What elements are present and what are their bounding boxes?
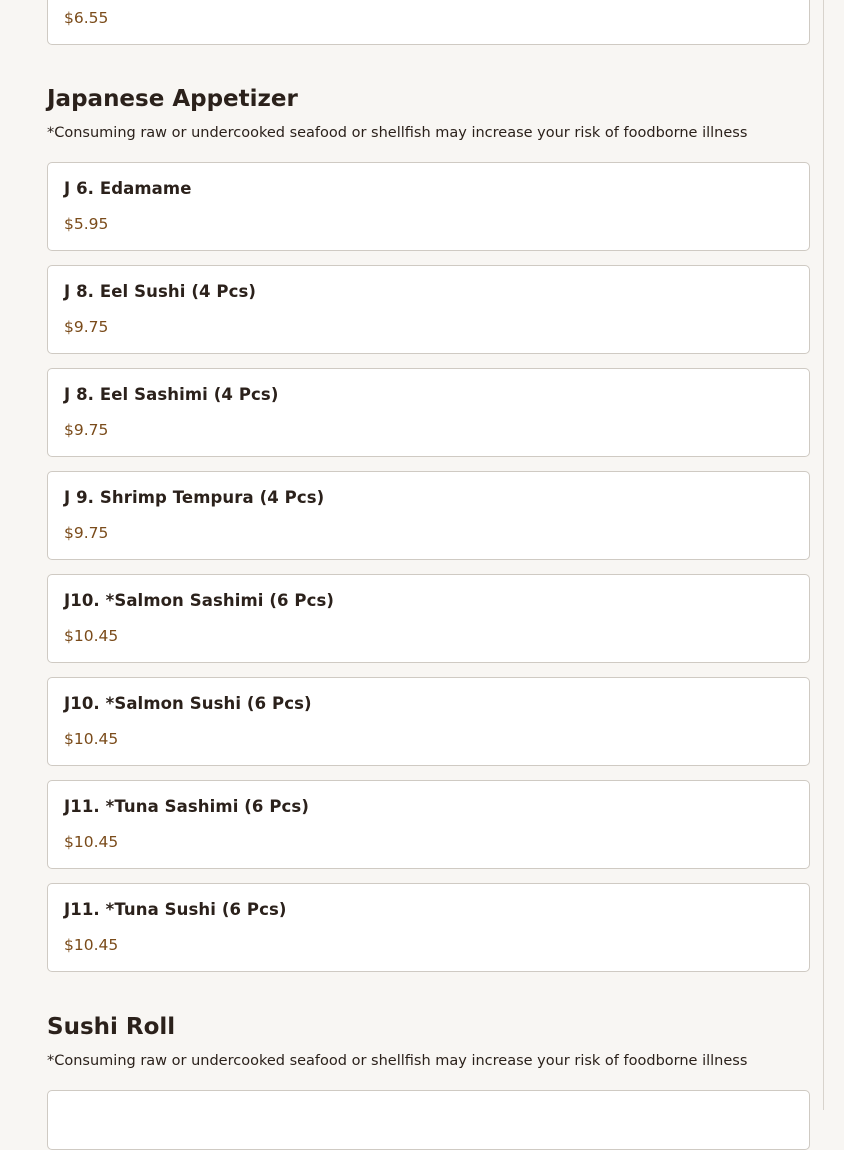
menu-item-card[interactable] — [47, 883, 810, 972]
menu-item-price: $9.75 — [64, 318, 109, 336]
menu-item-card[interactable] — [47, 677, 810, 766]
section-note-japanese-appetizer: *Consuming raw or undercooked seafood or shellfish may increase your risk of foodborne illness — [47, 125, 748, 141]
menu-item-price: $9.75 — [64, 421, 109, 439]
menu-item-price: $10.45 — [64, 627, 119, 645]
menu-item-card[interactable] — [47, 574, 810, 663]
menu-item-price: $5.95 — [64, 215, 109, 233]
menu-item-price: $9.75 — [64, 524, 109, 542]
menu-item-name: J10. *Salmon Sashimi (6 Pcs) — [64, 591, 335, 610]
menu-item-name: J11. *Tuna Sushi (6 Pcs) — [64, 900, 287, 919]
menu-item-card[interactable] — [47, 265, 810, 354]
menu-item-name: J 8. Eel Sashimi (4 Pcs) — [64, 385, 279, 404]
menu-item-price: $6.55 — [64, 9, 109, 27]
section-title-japanese-appetizer: Japanese Appetizer — [47, 86, 298, 112]
section-note-sushi-roll: *Consuming raw or undercooked seafood or shellfish may increase your risk of foodborne illness — [47, 1053, 748, 1069]
menu-item-card[interactable] — [47, 0, 810, 45]
menu-item-name: J10. *Salmon Sushi (6 Pcs) — [64, 694, 312, 713]
menu-item-name: J 8. Eel Sushi (4 Pcs) — [64, 282, 257, 301]
menu-item-card[interactable] — [47, 780, 810, 869]
section-title-sushi-roll: Sushi Roll — [47, 1014, 176, 1040]
menu-item-price: $10.45 — [64, 730, 119, 748]
menu-item-price: $10.45 — [64, 936, 119, 954]
menu-item-card[interactable] — [47, 162, 810, 251]
menu-item-name: J 9. Shrimp Tempura (4 Pcs) — [64, 488, 325, 507]
menu-item-card[interactable] — [47, 1090, 810, 1150]
menu-item-price: $10.45 — [64, 833, 119, 851]
menu-item-name: J 6. Edamame — [64, 179, 192, 198]
menu-item-name: J11. *Tuna Sashimi (6 Pcs) — [64, 797, 309, 816]
menu-item-card[interactable] — [47, 471, 810, 560]
menu-item-card[interactable] — [47, 368, 810, 457]
